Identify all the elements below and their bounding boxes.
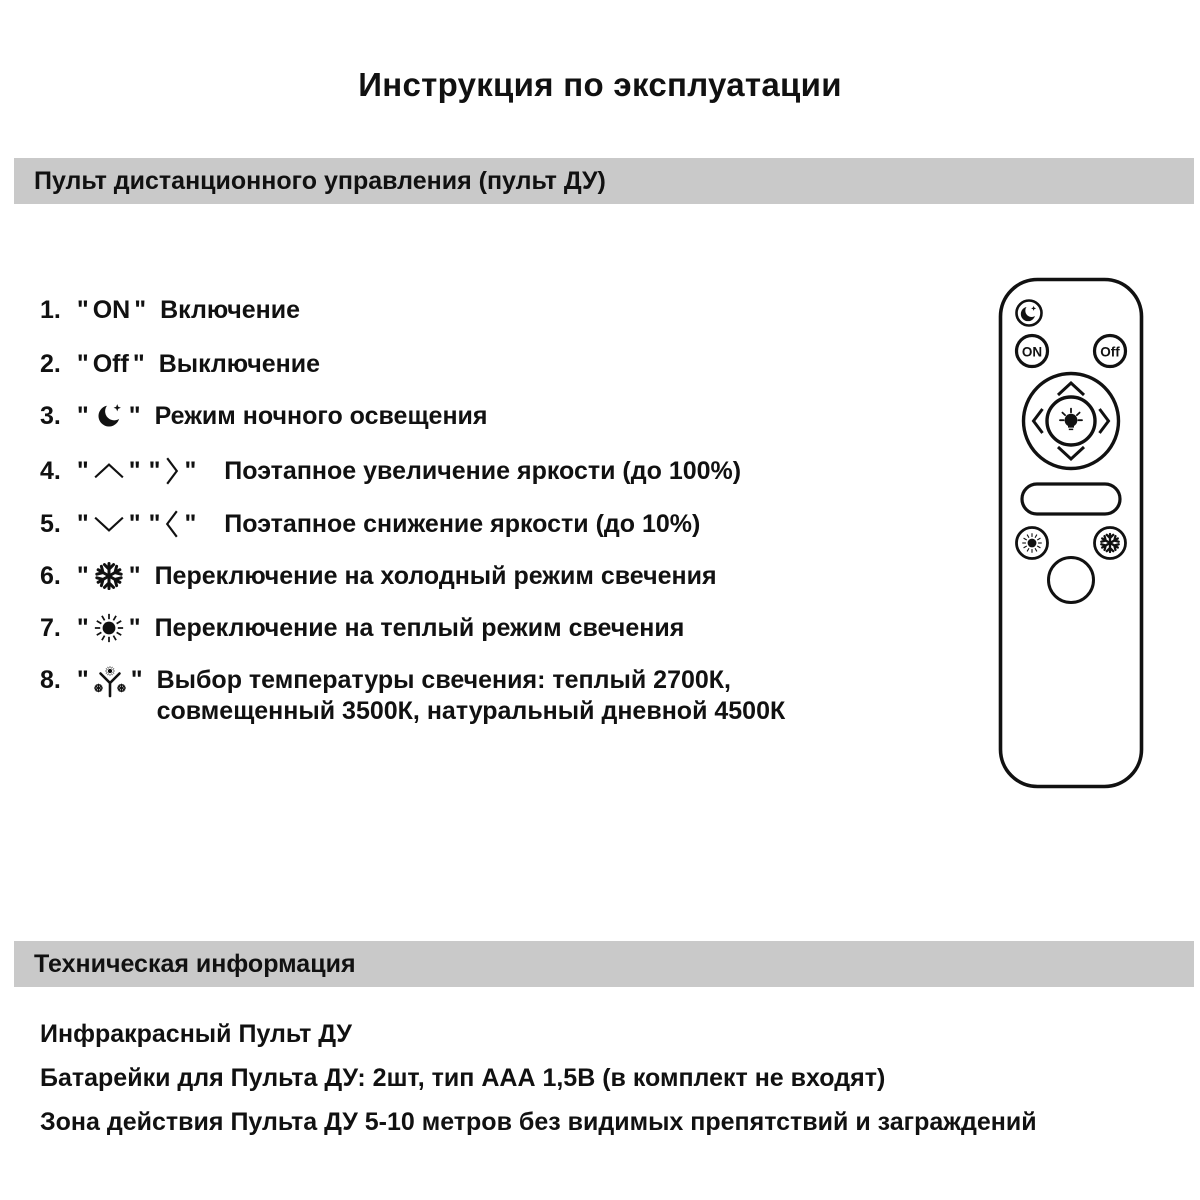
quote-mark: "	[76, 457, 89, 485]
item-number: 2.	[40, 350, 61, 378]
quote-mark: "	[132, 350, 145, 378]
item-text: Переключение на теплый режим свечения	[154, 614, 685, 642]
item-number: 5.	[40, 510, 61, 538]
quote-mark: "	[76, 562, 89, 590]
item-number: 1.	[40, 296, 61, 324]
item-number: 8.	[40, 666, 61, 694]
quote-mark: "	[76, 510, 89, 538]
remote-control-illustration	[998, 277, 1144, 789]
list-item-temp-select	[40, 665, 917, 727]
item-text: Поэтапное увеличение яркости (до 100%)	[224, 457, 742, 485]
item-text: Поэтапное снижение яркости (до 10%)	[224, 510, 701, 538]
item-text-block	[157, 665, 917, 727]
item-text-line2: совмещенный 3500К, натуральный дневной 4500К	[156, 697, 786, 725]
temperature-selector-icon	[93, 665, 127, 699]
chevron-up-icon	[93, 462, 125, 480]
quote-mark: "	[76, 296, 89, 324]
tech-info-line: Батарейки для Пульта ДУ: 2шт, тип ААА 1,5В (в комплект не входят)	[40, 1064, 886, 1092]
remote-control-drawing	[998, 277, 1144, 789]
tech-info-line: Инфракрасный Пульт ДУ	[40, 1020, 352, 1048]
list-item-night-mode	[40, 400, 488, 432]
item-text: Режим ночного освещения	[154, 402, 488, 430]
sun-icon	[93, 612, 125, 644]
quote-mark: "	[76, 350, 89, 378]
quote-mark: "	[76, 614, 89, 642]
snowflake-icon	[93, 560, 125, 592]
item-number: 4.	[40, 457, 61, 485]
item-number: 6.	[40, 562, 61, 590]
section-header-tech	[14, 941, 1194, 987]
item-number: 3.	[40, 402, 61, 430]
remote-off-label: Off	[1100, 344, 1120, 360]
quote-mark: "	[128, 402, 141, 430]
item-text: Выключение	[158, 350, 320, 378]
list-item-brightness-up	[40, 455, 741, 487]
list-item-cold-mode	[40, 560, 717, 592]
list-item-brightness-down	[40, 508, 700, 540]
quote-mark: "	[148, 510, 161, 538]
crescent-moon-star-icon	[93, 400, 125, 432]
quote-mark: "	[130, 666, 143, 694]
tech-info-line: Зона действия Пульта ДУ 5-10 метров без видимых препятствий и заграждений	[40, 1108, 1037, 1136]
item-text: Переключение на холодный режим свечения	[154, 562, 717, 590]
chevron-down-icon	[93, 515, 125, 533]
page-title: Инструкция по эксплуатации	[358, 66, 842, 103]
quote-mark: "	[76, 666, 89, 694]
quote-mark: "	[184, 457, 197, 485]
quote-mark: "	[128, 614, 141, 642]
quote-mark: "	[128, 510, 141, 538]
quote-mark: "	[128, 562, 141, 590]
section-header-remote-label: Пульт дистанционного управления (пульт ДУ)	[34, 166, 606, 195]
angle-left-icon	[164, 508, 180, 540]
item-text-line1: Выбор температуры свечения: теплый 2700К,	[156, 666, 731, 694]
list-item-off	[40, 349, 320, 379]
item-text: Включение	[160, 296, 301, 324]
quote-mark: "	[184, 510, 197, 538]
quote-mark: "	[76, 402, 89, 430]
section-header-tech-label: Техническая информация	[34, 949, 356, 978]
quote-mark: "	[128, 457, 141, 485]
remote-on-label: ON	[1021, 344, 1043, 360]
button-name: Off	[92, 350, 129, 378]
quote-mark: "	[148, 457, 161, 485]
section-header-remote	[14, 158, 1194, 204]
button-name: ON	[92, 296, 131, 324]
list-item-on	[40, 295, 300, 325]
list-item-warm-mode	[40, 612, 684, 644]
quote-mark: "	[134, 296, 147, 324]
item-number: 7.	[40, 614, 61, 642]
angle-right-icon	[164, 455, 180, 487]
